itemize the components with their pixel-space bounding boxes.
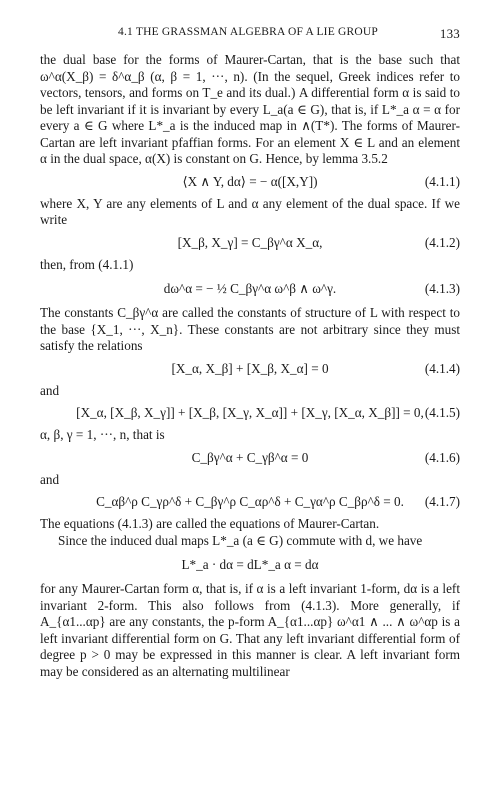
paragraph-5: and <box>40 382 60 398</box>
equation-expression: [X_β, X_γ] = C_βγ^α X_α, <box>177 234 323 250</box>
equation-expression: C_βγ^α + C_γβ^α = 0 <box>191 449 309 465</box>
paragraph-7: and <box>40 471 60 487</box>
equation-expression: [X_α, [X_β, X_γ]] + [X_β, [X_γ, X_α]] + [X_γ, [X_α, X_β]] = 0, <box>76 405 424 420</box>
equation-expression: dω^α = − ½ C_βγ^α ω^β ∧ ω^γ. <box>163 281 337 296</box>
equation-4-1-6 <box>40 444 460 472</box>
equation-number: (4.1.1) <box>424 173 460 189</box>
equation-expression: [X_α, X_β] + [X_β, X_α] = 0 <box>171 360 329 376</box>
equation-number: (4.1.3) <box>424 281 460 296</box>
equation-number: (4.1.6) <box>424 449 460 465</box>
running-header <box>40 26 460 44</box>
equation-expression: L*_a · dα = dL*_a α = dα <box>181 557 319 572</box>
equation-4-1-7 <box>40 488 460 516</box>
paragraph-1: the dual base for the forms of Maurer-Cartan, that is the base such that ω^α(X_β) = δ^α_β (α, β = 1, ···, n). (In the sequel, Greek indices refer to vectors, tensors, and forms on T_e and its dual.) A differential form α is said to be left invariant if it is invariant by every L_a(a ∈ G), that is, if L*_a α = α for every a ∈ G where L*_a is the induced map in ∧(T*). The forms of Maurer-Cartan are left invariant pfaffian forms. For an element X ∈ L and an element α in the dual space, α(X) is constant on G. Hence, by lemma 3.5.2 <box>40 52 460 166</box>
equation-induced-map <box>40 549 460 581</box>
paragraph-10: for any Maurer-Cartan form α, that is, if α is a left invariant 1-form, dα is a left invariant 2-form. This also follows from (4.1.3). More generally, if A_{α1...αp} are any constants, the p-form A_{α1...αp} ω^α1 ∧ ... ∧ ω^αp is a left invariant differential form on G. That any left invariant differential form of degree p > 0 may be expressed in this manner is clear. A left invariant form may be considered as an alternating multilinear <box>40 581 460 679</box>
equation-4-1-5 <box>40 399 460 427</box>
page-number: 133 <box>439 26 460 41</box>
equation-number: (4.1.5) <box>424 405 460 420</box>
paragraph-4: The constants C_βγ^α are called the constants of structure of L with respect to the base {X_1, ···, X_n}. These constants are not arbitrary since they must satisfy the relations <box>40 305 460 353</box>
paragraph-3: then, from (4.1.1) <box>40 256 134 272</box>
paragraph-2: where X, Y are any elements of L and α any element of the dual space. If we write <box>40 195 460 227</box>
equation-number: (4.1.4) <box>424 360 460 376</box>
paragraph-6: α, β, γ = 1, ···, n, that is <box>40 427 165 442</box>
paragraph-8: The equations (4.1.3) are called the equations of Maurer-Cartan. <box>40 516 380 531</box>
equation-4-1-1 <box>40 168 460 196</box>
equation-4-1-4 <box>40 355 460 383</box>
section-title: 4.1 THE GRASSMAN ALGEBRA OF A LIE GROUP <box>118 26 378 38</box>
page-body <box>40 52 460 680</box>
equation-expression: ⟨X ∧ Y, dα⟩ = − α([X,Y]) <box>182 173 318 189</box>
equation-expression: C_αβ^ρ C_γρ^δ + C_βγ^ρ C_αρ^δ + C_γα^ρ C_βρ^δ = 0. <box>96 494 404 509</box>
equation-4-1-2 <box>40 229 460 257</box>
equation-number: (4.1.2) <box>424 234 460 250</box>
paragraph-9: Since the induced dual maps L*_a (a ∈ G) commute with d, we have <box>58 532 423 548</box>
equation-4-1-3 <box>40 273 460 305</box>
equation-number: (4.1.7) <box>424 494 460 509</box>
